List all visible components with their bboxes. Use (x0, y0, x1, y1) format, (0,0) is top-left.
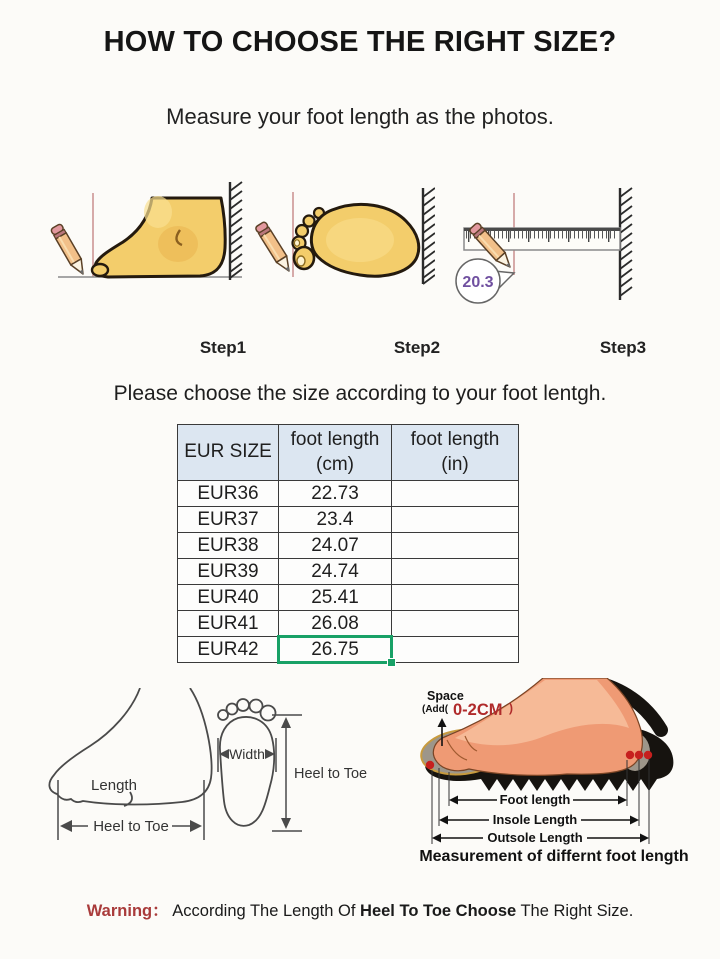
space-label: Space (427, 689, 464, 703)
heel-to-toe-bottom-label: Heel to Toe (93, 818, 169, 835)
sole-measure-illustration (395, 678, 710, 848)
pencil-icon (50, 223, 88, 277)
warning-text-before: According The Length Of (172, 902, 361, 920)
eur-size-cell: EUR37 (178, 507, 279, 533)
top-foot (293, 204, 419, 276)
table-row (178, 533, 519, 559)
foot-shape (433, 678, 642, 775)
step2-label: Step2 (393, 338, 441, 357)
side-foot (92, 196, 225, 277)
step2-top-foot-illustration (240, 185, 435, 295)
table-row (178, 611, 519, 637)
add-prefix: (Add( (422, 704, 449, 715)
header-cm-line1: foot length (290, 428, 380, 450)
footprint-outline (218, 699, 276, 826)
ruler-reading: 20.3 (462, 274, 494, 291)
step1-side-foot-illustration (40, 178, 255, 298)
foot-length-label: Foot length (499, 792, 571, 807)
in-cell (392, 533, 519, 559)
warning-label: Warning： (86, 902, 169, 920)
pencil-icon (255, 221, 295, 275)
highlighted-value: 26.75 (311, 638, 359, 660)
cm-cell: 22.73 (279, 481, 392, 507)
warning-line (0, 897, 720, 921)
table-header-row (178, 425, 519, 481)
header-eur-size: EUR SIZE (178, 425, 279, 481)
eur-size-cell: EUR40 (178, 585, 279, 611)
cm-cell: 23.4 (279, 507, 392, 533)
cm-cell: 24.07 (279, 533, 392, 559)
outsole-length-label: Outsole Length (487, 830, 583, 845)
cm-cell: 25.41 (279, 585, 392, 611)
page-title: HOW TO CHOOSE THE RIGHT SIZE? (103, 26, 617, 58)
highlighted-cm-cell (279, 637, 392, 663)
foot-measure-diagram (30, 688, 375, 856)
table-row (178, 585, 519, 611)
wall-hatch (423, 188, 435, 284)
sole-diagram-caption: Measurement of differnt foot length (419, 848, 689, 865)
table-row (178, 507, 519, 533)
in-cell (392, 611, 519, 637)
width-label: Width (229, 746, 265, 762)
eur-size-cell: EUR38 (178, 533, 279, 559)
wall-hatch (620, 188, 632, 300)
table-row (178, 481, 519, 507)
warning-text-bold: Heel To Toe Choose (360, 902, 517, 920)
eur-size-cell: EUR39 (178, 559, 279, 585)
eur-size-cell: EUR42 (178, 637, 279, 663)
choose-instruction: Please choose the size according to your foot lentgh. (113, 382, 607, 405)
heel-to-toe-right-label: Heel to Toe (294, 766, 368, 782)
step1-label: Step1 (199, 338, 247, 357)
in-cell (392, 637, 519, 663)
header-cm-line2: (cm) (316, 453, 354, 475)
header-foot-length-in (392, 425, 519, 481)
warning-text-after: The Right Size. (516, 902, 634, 920)
in-cell (392, 507, 519, 533)
size-table (177, 424, 519, 663)
length-label: Length (91, 777, 137, 794)
eur-size-cell: EUR41 (178, 611, 279, 637)
in-cell (392, 481, 519, 507)
add-suffix: ) (509, 701, 513, 715)
step3-label: Step3 (599, 338, 647, 357)
header-in-line2: (in) (441, 453, 469, 475)
subtitle: Measure your foot length as the photos. (166, 104, 554, 129)
header-in-line1: foot length (410, 428, 500, 450)
insole-length-label: Insole Length (492, 812, 578, 827)
cm-cell: 24.74 (279, 559, 392, 585)
header-foot-length-cm (279, 425, 392, 481)
selection-fill-handle (387, 658, 396, 667)
eur-size-cell: EUR36 (178, 481, 279, 507)
table-row (178, 637, 519, 663)
space-value: 0-2CM (453, 701, 503, 719)
table-row (178, 559, 519, 585)
step3-ruler-illustration (452, 185, 662, 310)
in-cell (392, 559, 519, 585)
in-cell (392, 585, 519, 611)
cm-cell: 26.08 (279, 611, 392, 637)
